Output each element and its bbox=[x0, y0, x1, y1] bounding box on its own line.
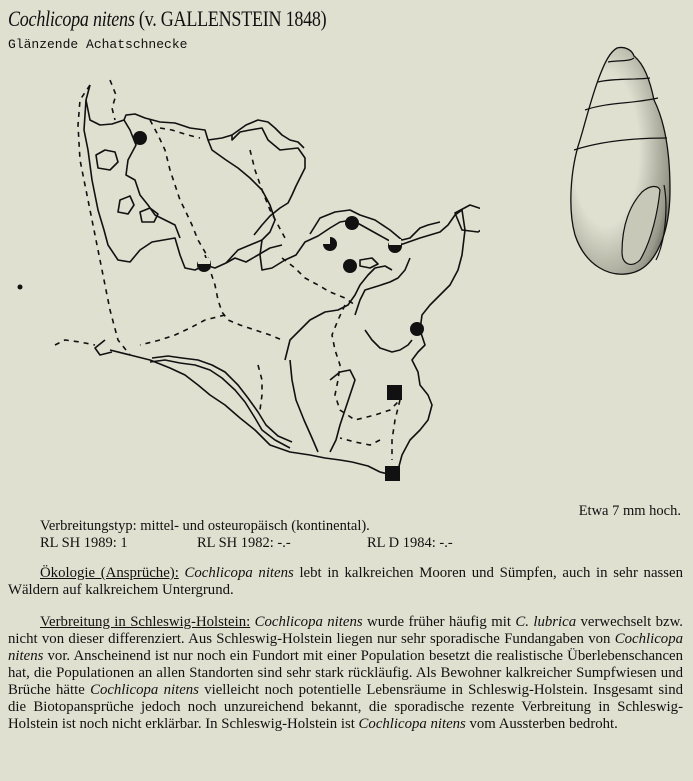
marker-square-icon bbox=[387, 385, 402, 400]
ecology-heading: Ökologie (Ansprüche): bbox=[40, 565, 179, 581]
marker-half-fill bbox=[323, 237, 330, 244]
species-name: Cochlicopa nitens bbox=[8, 6, 135, 31]
distribution-text: vom Aussterben bedroht. bbox=[465, 716, 618, 732]
distribution-text: vor. Anscheinend ist nur noch ein Fundort mit einer Population besetzt die realistische Überlebenschancen hat, die Populationen an allen Standorten sind sehr stark rückläufig. Als Bewohner kalkreicher Sumpfwiesen und Brüche hätte bbox=[8, 648, 683, 698]
species-ref: Cochlicopa nitens bbox=[254, 614, 363, 630]
red-list-row bbox=[40, 535, 453, 551]
species-ref: Cochlicopa nitens bbox=[184, 565, 294, 581]
common-name: Glänzende Achatschnecke bbox=[8, 37, 188, 52]
distribution-text: vielleicht noch potentielle Lebensräume in Schleswig-Holstein. Insgesamt sind die Biotopansprüche jedoch noch unzureichend bekannt, die sporadische rezente Verbreitung in Schleswig-Holstein ist noch nicht erklärbar. In Schleswig-Holstein ist bbox=[8, 682, 683, 732]
shell-illustration bbox=[560, 40, 680, 280]
species-ref: C. lubrica bbox=[515, 614, 577, 630]
ecology-text: lebt in kalkreichen Mooren und Sümpfen, auch in sehr nassen Wäldern auf kalkreichem Untergrund. bbox=[8, 565, 684, 598]
marker-square-icon bbox=[385, 466, 400, 481]
distribution-text: wurde früher häufig mit bbox=[362, 614, 516, 630]
marker-full-circle-icon bbox=[410, 322, 424, 336]
species-ref: Cochlicopa nitens bbox=[358, 716, 466, 732]
marker-half-fill bbox=[389, 239, 401, 245]
red-list-sh-1982: RL SH 1982: -.- bbox=[197, 535, 291, 551]
distribution-map bbox=[0, 60, 480, 490]
distribution-paragraph bbox=[8, 614, 683, 733]
size-note: Etwa 7 mm hoch. bbox=[578, 503, 681, 519]
distribution-text: verwechselt bzw. nicht von dieser differenziert. Aus Schleswig-Holstein liegen nur sehr sporadische Fundangaben von bbox=[8, 614, 683, 647]
red-list-d-1984: RL D 1984: -.- bbox=[367, 535, 453, 551]
ecology-paragraph bbox=[8, 565, 683, 599]
page-title bbox=[8, 6, 326, 32]
stray-dot bbox=[18, 285, 23, 290]
marker-full-circle-icon bbox=[345, 216, 359, 230]
marker-full-circle-icon bbox=[133, 131, 147, 145]
species-ref: Cochlicopa nitens bbox=[90, 682, 199, 698]
marker-full-circle-icon bbox=[343, 259, 357, 273]
distribution-type: Verbreitungstyp: mittel- und osteuropäisch (kontinental). bbox=[40, 518, 370, 534]
species-ref: Cochlicopa nitens bbox=[8, 631, 683, 664]
marker-half-fill bbox=[198, 258, 210, 264]
species-author: (v. GALLENSTEIN 1848) bbox=[138, 6, 327, 31]
distribution-heading: Verbreitung in Schleswig-Holstein: bbox=[40, 614, 251, 630]
red-list-sh-1989: RL SH 1989: 1 bbox=[40, 535, 128, 551]
